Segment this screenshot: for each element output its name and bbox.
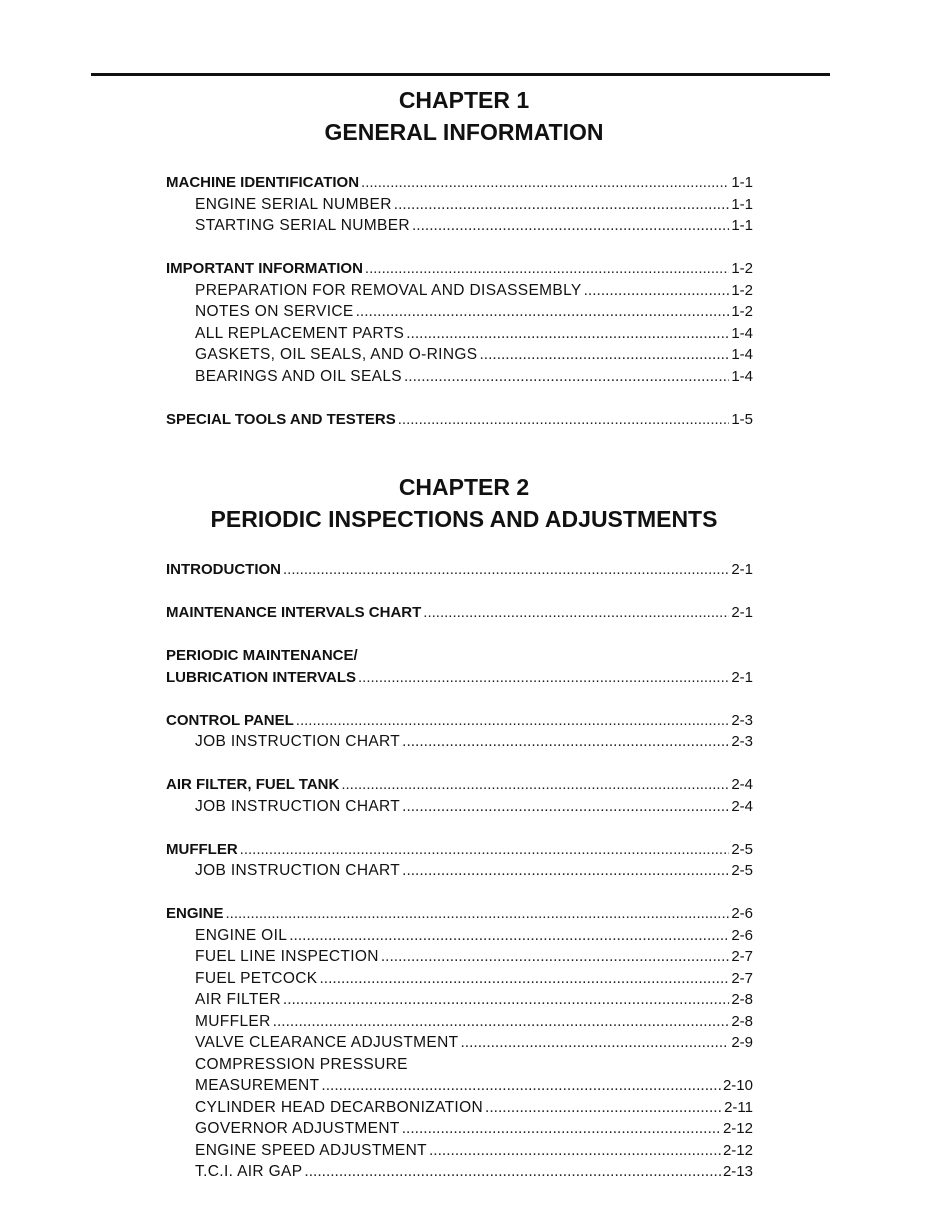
toc-page-number: 2-12: [722, 1120, 753, 1137]
toc-section-entry[interactable]: [166, 258, 753, 280]
toc-subsection-entry[interactable]: [166, 366, 753, 388]
toc-section-entry[interactable]: [166, 667, 753, 689]
dot-leader: [304, 1161, 721, 1183]
dot-leader: [402, 796, 729, 818]
dot-leader: [240, 839, 730, 861]
toc-subsection-entry[interactable]: [166, 301, 753, 323]
toc-subsection-entry[interactable]: [166, 1140, 753, 1162]
dot-leader: [283, 559, 729, 581]
dot-leader: [402, 731, 729, 753]
toc-page-number: 1-2: [731, 281, 753, 299]
dot-leader: [398, 409, 730, 431]
spacer: [166, 882, 753, 904]
dot-leader: [289, 925, 729, 947]
spacer: [166, 688, 753, 710]
toc-section-entry[interactable]: [166, 839, 753, 861]
toc-entry-label: NOTES ON SERVICE: [195, 303, 354, 320]
toc-page-number: 2-7: [731, 948, 753, 965]
toc-entry-label: CONTROL PANEL: [166, 711, 294, 729]
dot-leader: [226, 903, 730, 925]
toc-section-entry[interactable]: [166, 903, 753, 925]
toc-page-number: 1-2: [731, 303, 753, 320]
toc-entry-label: ALL REPLACEMENT PARTS: [195, 324, 405, 342]
toc-section-entry[interactable]: [166, 172, 753, 194]
toc-entry-label: ENGINE SPEED ADJUSTMENT: [195, 1141, 427, 1159]
toc-entry-label: T.C.I. AIR GAP: [195, 1163, 303, 1180]
toc-page-number: 2-1: [731, 668, 753, 686]
toc-page-number: 2-10: [722, 1077, 753, 1094]
toc-page-number: 1-5: [731, 410, 753, 428]
toc-entry-label: ENGINE: [166, 905, 224, 922]
toc-entry-label: JOB INSTRUCTION CHART: [195, 733, 401, 750]
toc-entry-label: AIR FILTER: [195, 991, 281, 1008]
spacer: [166, 387, 753, 409]
toc-page-number: 2-1: [731, 561, 753, 578]
dot-leader: [341, 774, 729, 796]
toc-entry-label: FUEL LINE INSPECTION: [195, 948, 379, 965]
toc-section-entry[interactable]: [166, 602, 753, 624]
dot-leader: [321, 1075, 721, 1097]
toc-page-number: 2-4: [731, 776, 753, 793]
toc-page-number: 2-5: [731, 862, 753, 879]
toc-entry-label: ENGINE OIL: [195, 926, 288, 944]
dot-leader: [283, 989, 729, 1011]
dot-leader: [358, 667, 729, 689]
toc-subsection-entry[interactable]: [166, 323, 753, 345]
toc-page-number: 2-13: [722, 1163, 753, 1180]
chapter-number: CHAPTER 1: [398, 87, 530, 113]
toc-page-number: 2-12: [722, 1141, 753, 1159]
chapter-2-heading: [0, 471, 935, 535]
toc-subsection-entry[interactable]: [166, 1054, 753, 1076]
dot-leader: [460, 1032, 729, 1054]
toc-page-number: 1-4: [731, 324, 753, 342]
spacer: [166, 581, 753, 603]
toc-page-number: 2-11: [724, 1098, 753, 1116]
toc-section-entry[interactable]: [166, 710, 753, 732]
chapter-title: GENERAL INFORMATION: [324, 119, 604, 145]
toc-page-number: 1-1: [731, 174, 753, 191]
dot-leader: [273, 1011, 730, 1033]
toc-subsection-entry[interactable]: [166, 1032, 753, 1054]
dot-leader: [404, 366, 729, 388]
toc-subsection-entry[interactable]: [166, 344, 753, 366]
toc-entry-label: GASKETS, OIL SEALS, AND O-RINGS: [195, 346, 478, 363]
toc-page-number: 1-4: [731, 367, 753, 385]
toc-subsection-entry[interactable]: [166, 925, 753, 947]
toc-entry-label: AIR FILTER, FUEL TANK: [166, 776, 340, 793]
toc-entry-label: JOB INSTRUCTION CHART: [195, 797, 401, 815]
spacer: [166, 817, 753, 839]
dot-leader: [412, 215, 729, 237]
dot-leader: [319, 968, 729, 990]
toc-page-number: 1-4: [731, 346, 753, 363]
toc-page-number: 2-3: [731, 733, 753, 750]
toc-section-entry[interactable]: [166, 645, 753, 667]
dot-leader: [381, 946, 729, 968]
toc-subsection-entry[interactable]: [166, 796, 753, 818]
toc-entry-label: JOB INSTRUCTION CHART: [195, 862, 401, 879]
toc-page-number: 2-3: [731, 711, 753, 729]
toc-section-entry[interactable]: [166, 559, 753, 581]
chapter-number: CHAPTER 2: [398, 474, 530, 500]
toc-entry-label: CYLINDER HEAD DECARBONIZATION: [195, 1098, 484, 1116]
toc-entry-label: PERIODIC MAINTENANCE/: [166, 647, 358, 664]
dot-leader: [406, 323, 729, 345]
toc-page-number: 2-7: [731, 969, 753, 987]
toc-entry-label: MUFFLER: [195, 1012, 271, 1030]
chapter-2-toc: [166, 559, 753, 1183]
toc-entry-label: VALVE CLEARANCE ADJUSTMENT: [195, 1034, 459, 1051]
toc-section-entry[interactable]: [166, 409, 753, 431]
toc-subsection-entry[interactable]: [166, 731, 753, 753]
toc-entry-label: IMPORTANT INFORMATION: [166, 260, 363, 277]
toc-entry-label: STARTING SERIAL NUMBER: [195, 217, 410, 234]
dot-leader: [479, 344, 729, 366]
toc-entry-label: SPECIAL TOOLS AND TESTERS: [166, 410, 396, 428]
chapter-1-toc: [166, 172, 753, 430]
dot-leader: [584, 280, 730, 302]
toc-page-number: 2-1: [731, 604, 753, 621]
toc-subsection-entry[interactable]: [166, 215, 753, 237]
toc-subsection-entry[interactable]: [166, 1097, 753, 1119]
toc-entry-label: BEARINGS AND OIL SEALS: [195, 367, 402, 385]
toc-subsection-entry[interactable]: [166, 1075, 753, 1097]
toc-subsection-entry[interactable]: [166, 280, 753, 302]
toc-entry-label: COMPRESSION PRESSURE: [195, 1055, 408, 1073]
spacer: [166, 753, 753, 775]
spacer: [166, 624, 753, 646]
toc-subsection-entry[interactable]: [166, 860, 753, 882]
toc-entry-label: FUEL PETCOCK: [195, 969, 318, 987]
toc-page-number: 1-1: [731, 217, 753, 234]
toc-entry-label: INTRODUCTION: [166, 561, 281, 578]
spacer: [166, 237, 753, 259]
toc-page-number: 2-8: [731, 991, 753, 1008]
toc-page-number: 2-8: [731, 1012, 753, 1030]
toc-subsection-entry[interactable]: [166, 194, 753, 216]
toc-page-number: 2-6: [731, 926, 753, 944]
dot-leader: [485, 1097, 722, 1119]
toc-page-number: 2-4: [731, 797, 753, 815]
toc-entry-label: ENGINE SERIAL NUMBER: [195, 195, 392, 213]
toc-subsection-entry[interactable]: [166, 1161, 753, 1183]
toc-entry-label: LUBRICATION INTERVALS: [166, 668, 356, 686]
dot-leader: [394, 194, 730, 216]
toc-entry-label: MEASUREMENT: [195, 1077, 320, 1094]
dot-leader: [296, 710, 730, 732]
toc-subsection-entry[interactable]: [166, 989, 753, 1011]
toc-entry-label: MACHINE IDENTIFICATION: [166, 174, 360, 191]
dot-leader: [423, 602, 729, 624]
toc-subsection-entry[interactable]: [166, 946, 753, 968]
toc-subsection-entry[interactable]: [166, 1118, 753, 1140]
toc-page-number: 1-2: [731, 260, 753, 277]
toc-entry-label: GOVERNOR ADJUSTMENT: [195, 1120, 400, 1137]
toc-section-entry[interactable]: [166, 774, 753, 796]
toc-page-number: 2-6: [731, 905, 753, 922]
dot-leader: [365, 258, 729, 280]
dot-leader: [429, 1140, 721, 1162]
dot-leader: [402, 860, 729, 882]
chapter-title: PERIODIC INSPECTIONS AND ADJUSTMENTS: [210, 506, 718, 532]
toc-page-number: 2-5: [731, 840, 753, 858]
dot-leader: [402, 1118, 721, 1140]
toc-entry-label: PREPARATION FOR REMOVAL AND DISASSEMBLY: [195, 281, 582, 299]
toc-entry-label: MAINTENANCE INTERVALS CHART: [166, 604, 422, 621]
toc-subsection-entry[interactable]: [166, 968, 753, 990]
toc-entry-label: MUFFLER: [166, 840, 238, 858]
toc-page-number: 1-1: [731, 195, 753, 213]
chapter-1-heading: [0, 84, 935, 148]
top-rule: [91, 73, 830, 76]
dot-leader: [356, 301, 730, 323]
toc-subsection-entry[interactable]: [166, 1011, 753, 1033]
toc-page-number: 2-9: [731, 1034, 753, 1051]
dot-leader: [361, 172, 729, 194]
